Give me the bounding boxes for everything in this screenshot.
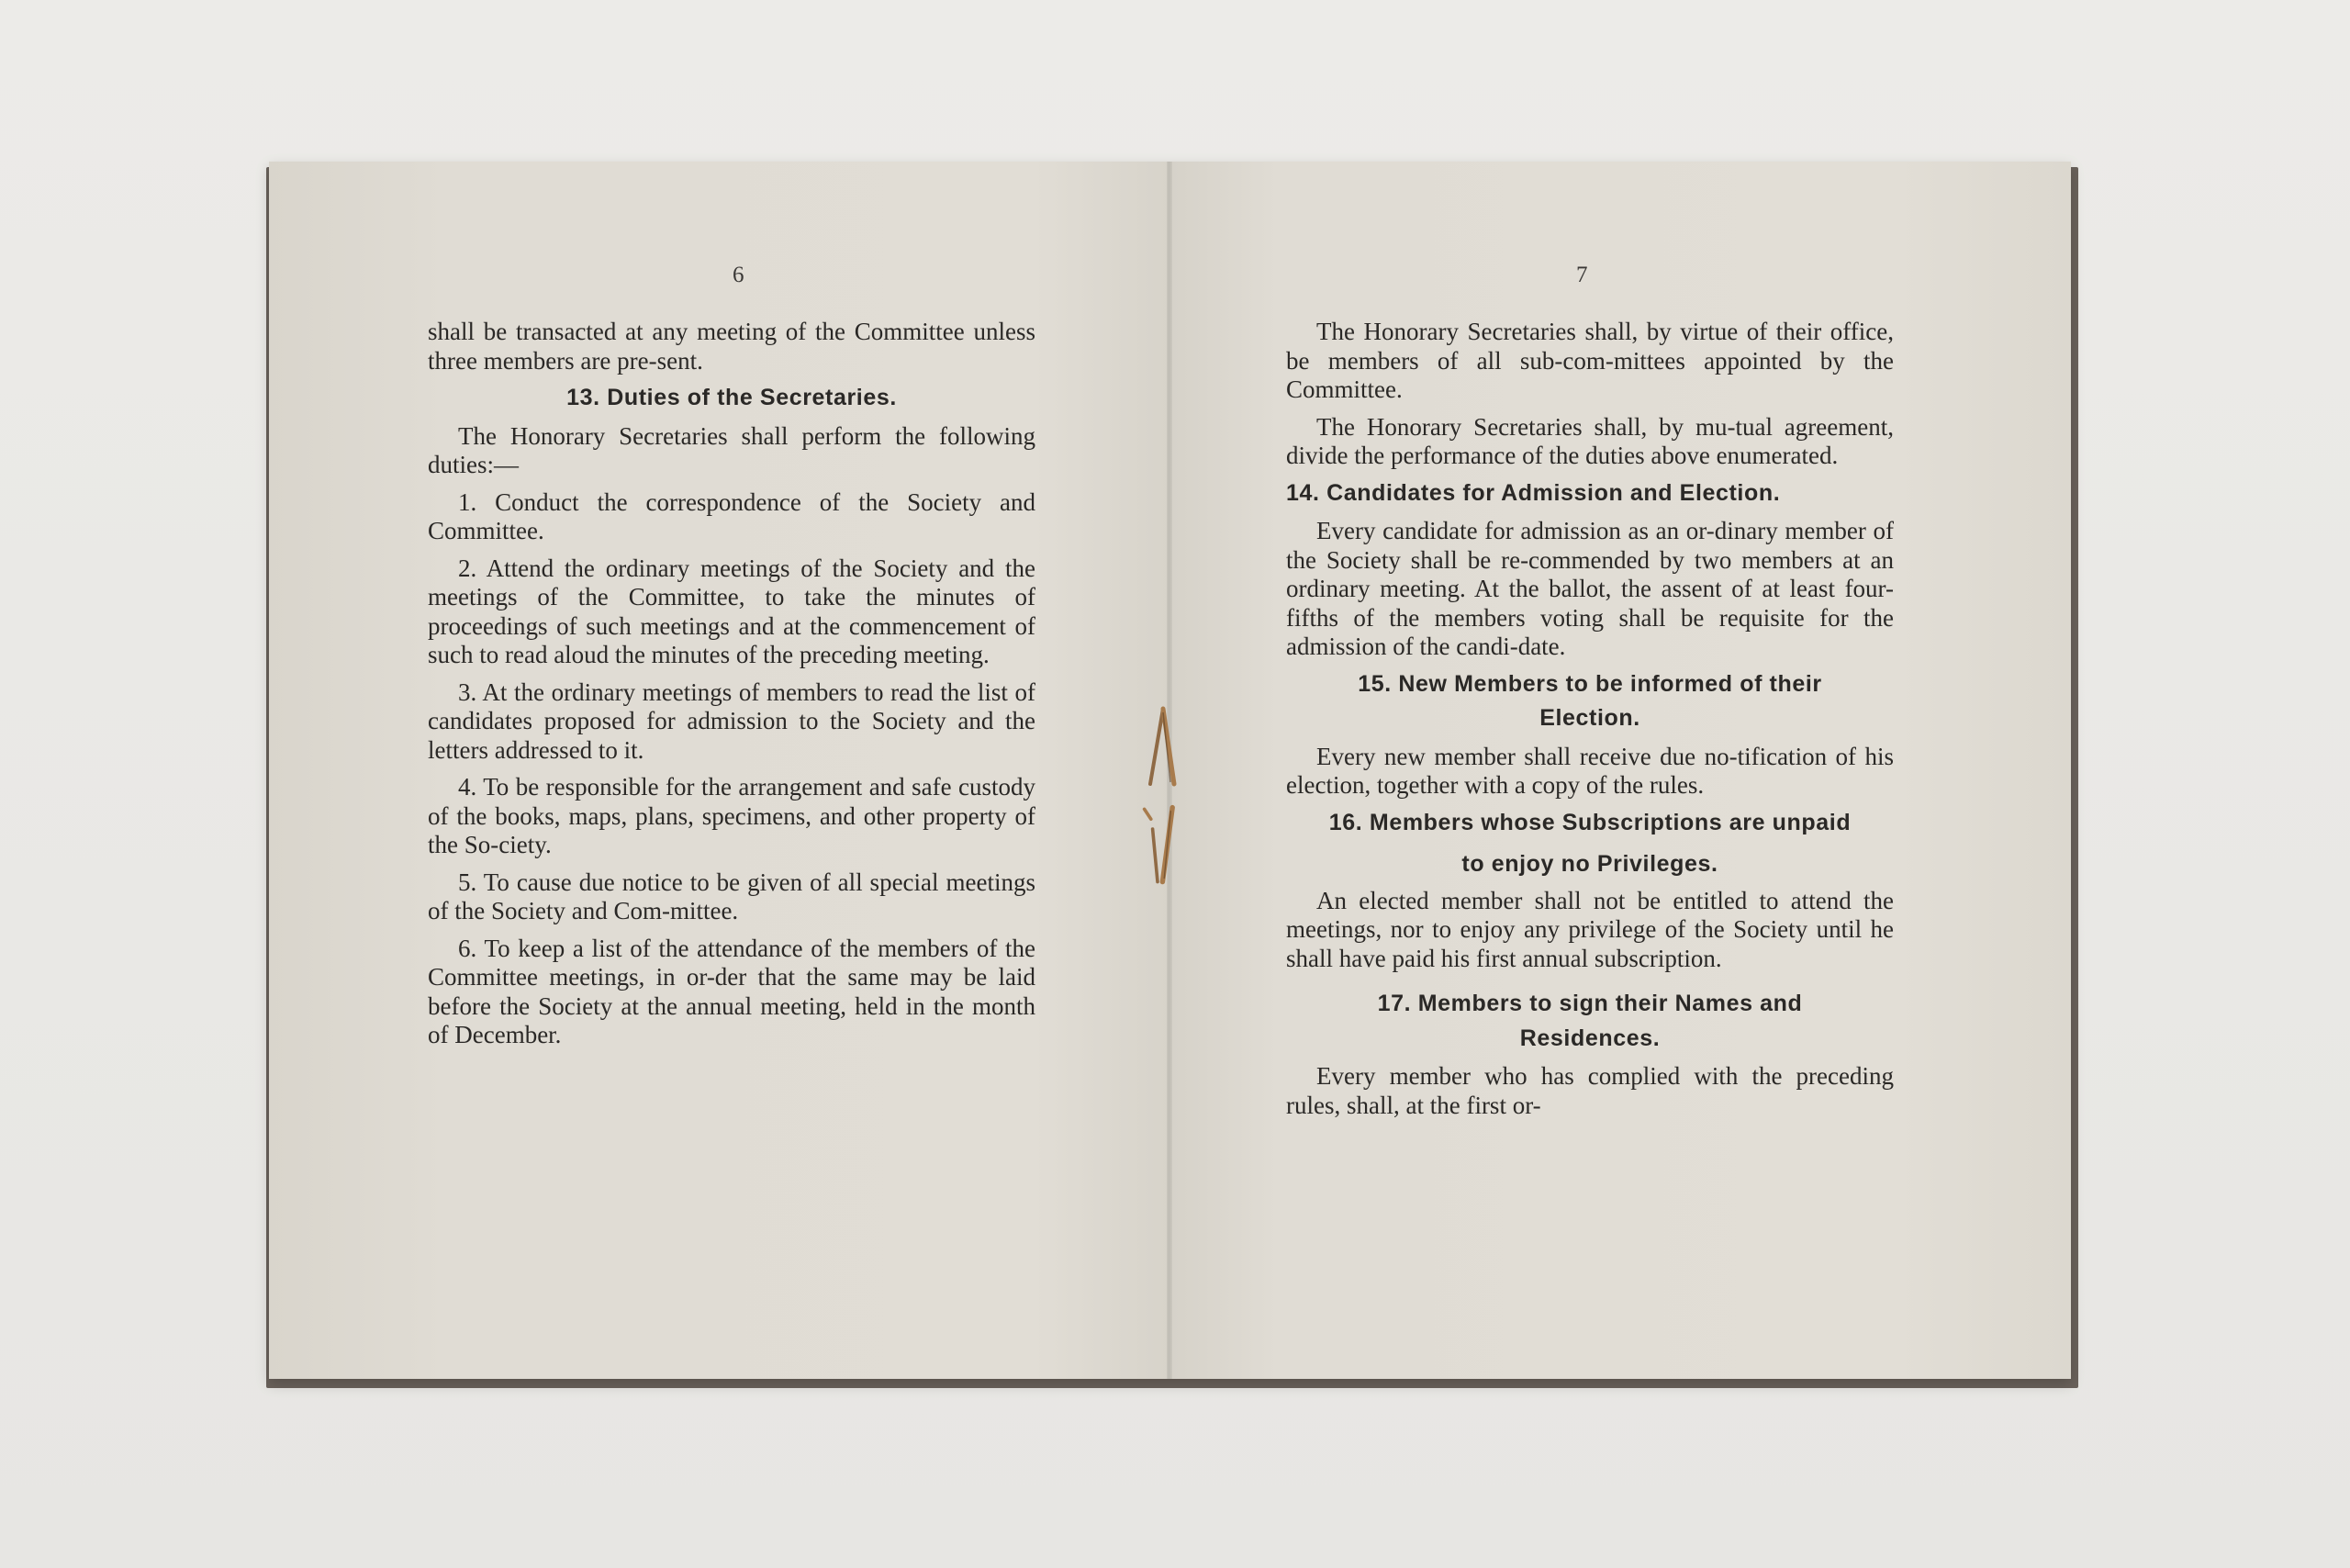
opening-paragraph: shall be transacted at any meeting of the Committee unless three members are pre-sent. [428,318,1035,375]
section-17-body: Every member who has complied with the preceding rules, shall, at the first or- [1286,1062,1894,1119]
section-17-heading [1286,990,1894,1053]
section-15-heading-line-1: 15. New Members to be informed of their [1358,670,1822,697]
section-17-heading-line-2: Residences. [1519,1025,1661,1051]
section-15-body: Every new member shall receive due no-tification of his election, together with a copy of the rules. [1286,742,1894,799]
open-booklet [269,162,2073,1381]
section-14-heading: 14. Candidates for Admission and Election. [1286,479,1781,506]
left-page [269,162,1169,1379]
section-16-heading-line-2: to enjoy no Privileges. [1461,851,1718,877]
page-spread [269,162,2071,1379]
secretaries-paragraph-1: The Honorary Secretaries shall, by virtue of their office, be members of all sub-com-mittees appointed by the Committee. [1286,318,1894,403]
right-page-text [1286,318,1894,1128]
section-15-heading [1286,670,1894,734]
duty-6: 6. To keep a list of the attendance of the members of the Committee meetings, in or-der that the same may be laid before the Society at the annual meeting, held in the month of December. [428,934,1035,1048]
secretaries-paragraph-2: The Honorary Secretaries shall, by mu-tual agreement, divide the performance of the duties above enumerated. [1286,412,1894,469]
section-16-body: An elected member shall not be entitled to attend the meetings, nor to enjoy any privilege of the Society until he shall have paid his first annual subscription. [1286,886,1894,972]
section-16-heading [1286,809,1894,879]
duty-3: 3. At the ordinary meetings of members to read the list of candidates proposed for admission to the Society and the letters addressed to it. [428,678,1035,764]
section-14-body: Every candidate for admission as an or-dinary member of the Society shall be re-commended by two members at an ordinary meeting. At the ballot, the assent of at least four-fifths of the members voting shall be requisite for the admission of the candi-date. [1286,517,1894,660]
duty-2: 2. Attend the ordinary meetings of the Society and the meetings of the Committee, to take the minutes of proceedings of such meetings and at the commencement of such to read aloud the minutes of the preceding meeting. [428,554,1035,668]
page-number-6: 6 [733,263,744,287]
lower-staple [1139,804,1176,887]
left-page-text [428,318,1035,1058]
duty-4: 4. To be responsible for the arrangement and safe custody of the books, maps, plans, specimens, and other property of the So-ciety. [428,773,1035,858]
duty-1: 1. Conduct the correspondence of the Society and Committee. [428,487,1035,544]
duty-5: 5. To cause due notice to be given of all special meetings of the Society and Com-mittee. [428,868,1035,924]
upper-staple [1143,705,1180,788]
section-13-intro: The Honorary Secretaries shall perform the following duties:— [428,421,1035,478]
section-16-heading-line-1: 16. Members whose Subscriptions are unpaid [1328,809,1852,835]
section-15-heading-line-2: Election. [1539,705,1640,731]
section-17-heading-line-1: 17. Members to sign their Names and [1377,991,1803,1016]
section-13-heading: 13. Duties of the Secretaries. [566,385,897,410]
page-number-7: 7 [1576,263,1588,287]
